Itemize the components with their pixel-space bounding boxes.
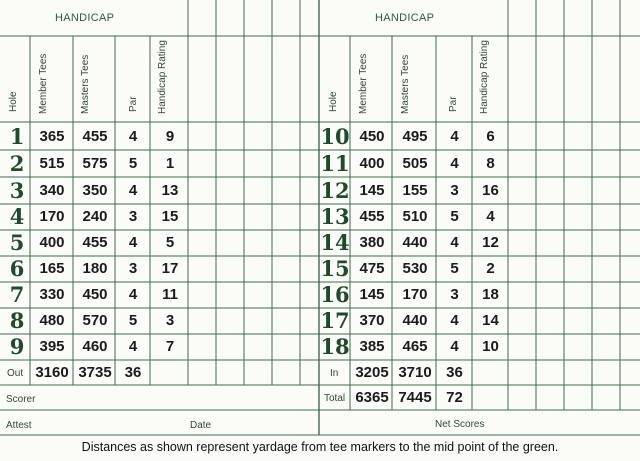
par-value: 4 — [128, 234, 138, 251]
hole-number: 15 — [320, 256, 350, 281]
member-yardage: 395 — [39, 338, 65, 355]
hole-number: 11 — [320, 151, 350, 176]
masters-yardage: 575 — [82, 155, 108, 172]
handicap-value: 11 — [162, 286, 178, 303]
masters-yardage: 440 — [402, 234, 428, 251]
masters-yardage: 450 — [82, 286, 108, 303]
par-value: 5 — [450, 208, 459, 225]
hole-number: 10 — [320, 124, 350, 149]
hole-number: 12 — [320, 178, 350, 203]
front-hole-header: Hole — [8, 91, 19, 112]
masters-yardage: 465 — [402, 338, 428, 355]
handicap-value: 13 — [161, 182, 179, 199]
handicap-value: 7 — [165, 338, 175, 355]
out-masters-total: 3735 — [78, 364, 112, 381]
masters-yardage: 240 — [82, 208, 108, 225]
member-yardage: 400 — [39, 234, 65, 251]
member-yardage: 365 — [39, 128, 65, 145]
par-value: 3 — [450, 182, 459, 199]
par-value: 4 — [450, 234, 459, 251]
hole-number: 7 — [9, 282, 25, 307]
in-par-total: 36 — [446, 364, 463, 381]
masters-yardage: 350 — [82, 182, 108, 199]
member-yardage: 385 — [359, 338, 385, 355]
par-value: 3 — [450, 286, 459, 303]
hole-number: 13 — [320, 204, 350, 229]
member-yardage: 165 — [39, 260, 65, 277]
net-scores-label: Net Scores — [435, 419, 485, 430]
handicap-value: 5 — [165, 234, 175, 251]
member-yardage: 455 — [359, 208, 385, 225]
member-yardage: 480 — [39, 312, 65, 329]
masters-yardage: 530 — [402, 260, 428, 277]
in-member-total: 3205 — [355, 364, 389, 381]
handicap-value: 10 — [482, 338, 499, 355]
member-yardage: 450 — [359, 128, 385, 145]
out-member-total: 3160 — [35, 364, 69, 381]
par-value: 4 — [128, 128, 138, 145]
par-value: 3 — [128, 208, 138, 225]
handicap-value: 3 — [165, 312, 175, 329]
masters-yardage: 180 — [82, 260, 108, 277]
handicap-value: 14 — [482, 312, 499, 329]
attest-label: Attest — [6, 420, 32, 431]
hole-number: 16 — [320, 282, 350, 307]
par-value: 3 — [128, 260, 138, 277]
out-label: Out — [7, 368, 24, 379]
masters-yardage: 510 — [402, 208, 428, 225]
masters-yardage: 455 — [82, 234, 108, 251]
hole-number: 14 — [320, 230, 350, 255]
back-member-header: Member Tees — [358, 53, 369, 114]
member-yardage: 145 — [359, 286, 385, 303]
masters-yardage: 455 — [82, 128, 108, 145]
scorer-label: Scorer — [6, 394, 36, 405]
hole-number: 2 — [9, 151, 25, 176]
hole-number: 3 — [9, 178, 25, 203]
back-hole-header: Hole — [328, 91, 339, 112]
par-value: 4 — [128, 338, 138, 355]
front-handicap-header: Handicap Rating — [157, 40, 168, 114]
masters-yardage: 440 — [402, 312, 428, 329]
handicap-value: 18 — [482, 286, 499, 303]
par-value: 4 — [450, 128, 459, 145]
handicap-value: 2 — [486, 260, 495, 277]
out-par-total: 36 — [124, 364, 142, 381]
handicap-value: 6 — [486, 128, 495, 145]
par-value: 4 — [450, 312, 459, 329]
hole-number: 5 — [9, 230, 25, 255]
par-value: 5 — [450, 260, 459, 277]
in-label: In — [330, 368, 339, 379]
in-masters-total: 3710 — [398, 364, 432, 381]
par-value: 4 — [128, 182, 138, 199]
handicap-value: 16 — [482, 182, 499, 199]
front-handicap-title: HANDICAP — [55, 12, 115, 24]
total-member: 6365 — [355, 389, 389, 406]
masters-yardage: 505 — [402, 155, 428, 172]
handicap-value: 12 — [482, 234, 499, 251]
back-handicap-header: Handicap Rating — [479, 40, 490, 114]
par-value: 5 — [128, 155, 138, 172]
hole-number: 1 — [9, 124, 25, 149]
hole-number: 17 — [320, 308, 350, 333]
back-masters-header: Masters Tees — [400, 54, 411, 114]
masters-yardage: 570 — [82, 312, 108, 329]
member-yardage: 340 — [39, 182, 65, 199]
masters-yardage: 170 — [402, 286, 428, 303]
member-yardage: 370 — [359, 312, 385, 329]
handicap-value: 1 — [165, 155, 175, 172]
handicap-value: 9 — [165, 128, 175, 145]
par-value: 4 — [450, 155, 459, 172]
total-masters: 7445 — [398, 389, 432, 406]
handicap-value: 8 — [486, 155, 495, 172]
member-yardage: 515 — [39, 155, 65, 172]
handicap-value: 15 — [161, 208, 179, 225]
hole-number: 9 — [9, 334, 25, 359]
par-value: 4 — [128, 286, 138, 303]
handicap-value: 4 — [486, 208, 495, 225]
hole-number: 4 — [9, 204, 25, 229]
par-value: 5 — [128, 312, 138, 329]
member-yardage: 475 — [359, 260, 385, 277]
masters-yardage: 460 — [82, 338, 108, 355]
back-par-header: Par — [448, 96, 459, 112]
hole-number: 18 — [320, 334, 350, 359]
member-yardage: 330 — [39, 286, 65, 303]
hole-number: 6 — [9, 256, 25, 281]
total-par: 72 — [446, 389, 463, 406]
member-yardage: 170 — [39, 208, 65, 225]
member-yardage: 380 — [359, 234, 385, 251]
front-member-header: Member Tees — [38, 53, 49, 114]
masters-yardage: 495 — [402, 128, 428, 145]
footer-note: Distances as shown represent yardage from tee markers to the mid point of the green. — [81, 440, 559, 454]
par-value: 4 — [450, 338, 459, 355]
member-yardage: 145 — [359, 182, 385, 199]
masters-yardage: 155 — [402, 182, 428, 199]
total-label: Total — [324, 393, 346, 404]
handicap-value: 17 — [161, 260, 179, 277]
back-handicap-title: HANDICAP — [375, 12, 435, 24]
front-masters-header: Masters Tees — [80, 54, 91, 114]
hole-number: 8 — [9, 308, 25, 333]
front-par-header: Par — [128, 96, 139, 112]
date-label: Date — [190, 420, 212, 431]
member-yardage: 400 — [359, 155, 385, 172]
